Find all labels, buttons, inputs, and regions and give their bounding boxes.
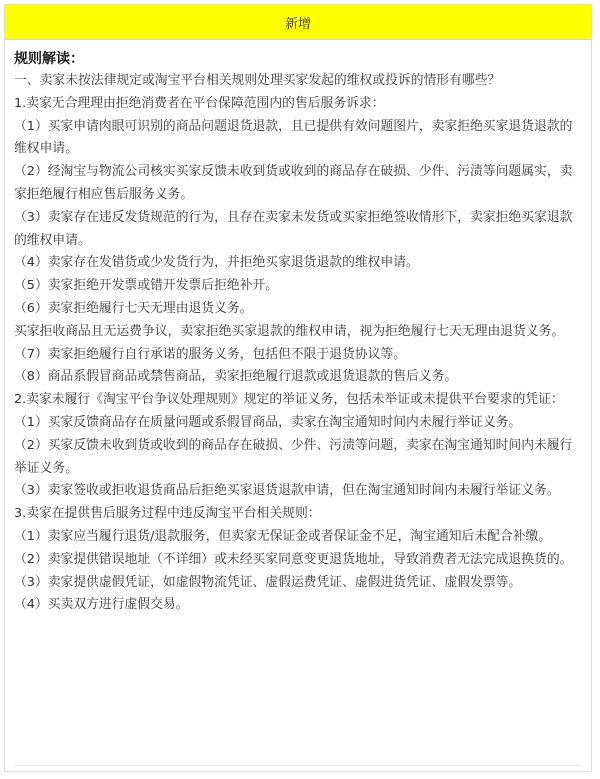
paragraph-1-5: （5）卖家拒绝开发票或错开发票后拒绝补开。 <box>14 278 279 294</box>
banner-title: 新增 <box>284 16 311 32</box>
paragraph-1-6-note: 买家拒收商品且无运费争议，卖家拒绝买家退款的维权申请，视为拒绝履行七天无理由退货义务。 <box>14 323 565 339</box>
section-banner <box>5 5 591 40</box>
paragraph-section-3: 3.卖家在提供售后服务过程中违反淘宝平台相关规则： <box>14 506 321 522</box>
paragraph-section-2: 2.卖家未履行《淘宝平台争议处理规则》规定的举证义务，包括未举证或未提供平台要求的凭证： <box>14 392 564 408</box>
rule-heading: 规则解读： <box>14 51 84 67</box>
paragraph-3-3: （3）卖家提供虚假凭证，如虚假物流凭证、虚假运费凭证、虚假进货凭证、虚假发票等。 <box>14 574 522 590</box>
paragraph-3-4: （4）买卖双方进行虚假交易。 <box>14 597 189 613</box>
paragraph-question: 一、卖家未按法律规定或淘宝平台相关规则处理买家发起的维权或投诉的情形有哪些？ <box>14 73 501 88</box>
paragraph-1-3: （3）卖家存在违反发货规范的行为，且存在卖家未发货或买家拒绝签收情形下，卖家拒绝买家退款的维权申请。 <box>14 209 573 248</box>
bottom-divider <box>15 765 581 766</box>
paragraph-3-2: （2）卖家提供错误地址（不详细）或未经买家同意变更退货地址，导致消费者无法完成退换货的。 <box>14 551 573 567</box>
paragraph-1-8: （8）商品系假冒商品或禁售商品，卖家拒绝履行退款或退货退款的售后义务。 <box>14 369 458 385</box>
paragraph-1-1: （1）买家申请肉眼可识别的商品问题退货退款，且已提供有效问题图片，卖家拒绝买家退货退款的维权申请。 <box>14 118 573 157</box>
paragraph-1-6: （6）卖家拒绝履行七天无理由退货义务。 <box>14 300 253 316</box>
paragraph-3-1: （1）卖家应当履行退货/退款服务，但卖家无保证金或者保证金不足，淘宝通知后未配合补缴。 <box>14 528 552 544</box>
paragraph-1-2: （2）经淘宝与物流公司核实买家反馈未收到货或收到的商品存在破损、少件、污渍等问题属实，卖家拒绝履行相应售后服务义务。 <box>14 164 573 202</box>
rule-content <box>5 40 591 617</box>
paragraph-1-7: （7）卖家拒绝履行自行承诺的服务义务，包括但不限于退货协议等。 <box>14 346 407 362</box>
paragraph-2-3: （3）卖家签收或拒收退货商品后拒绝买家退货退款申请，但在淘宝通知时间内未履行举证义务。 <box>14 483 560 499</box>
document-frame <box>4 4 592 772</box>
paragraph-1-4: （4）卖家存在发错货或少发货行为，并拒绝买家退货退款的维权申请。 <box>14 255 419 271</box>
paragraph-2-1: （1）买家反馈商品存在质量问题或系假冒商品，卖家在淘宝通知时间内未履行举证义务。 <box>14 414 522 430</box>
paragraph-2-2: （2）买家反馈未收到货或收到的商品存在破损、少件、污渍等问题，卖家在淘宝通知时间内未履行举证义务。 <box>14 437 573 476</box>
paragraph-section-1: 1.卖家无合理理由拒绝消费者在平台保障范围内的售后服务诉求： <box>14 95 385 111</box>
